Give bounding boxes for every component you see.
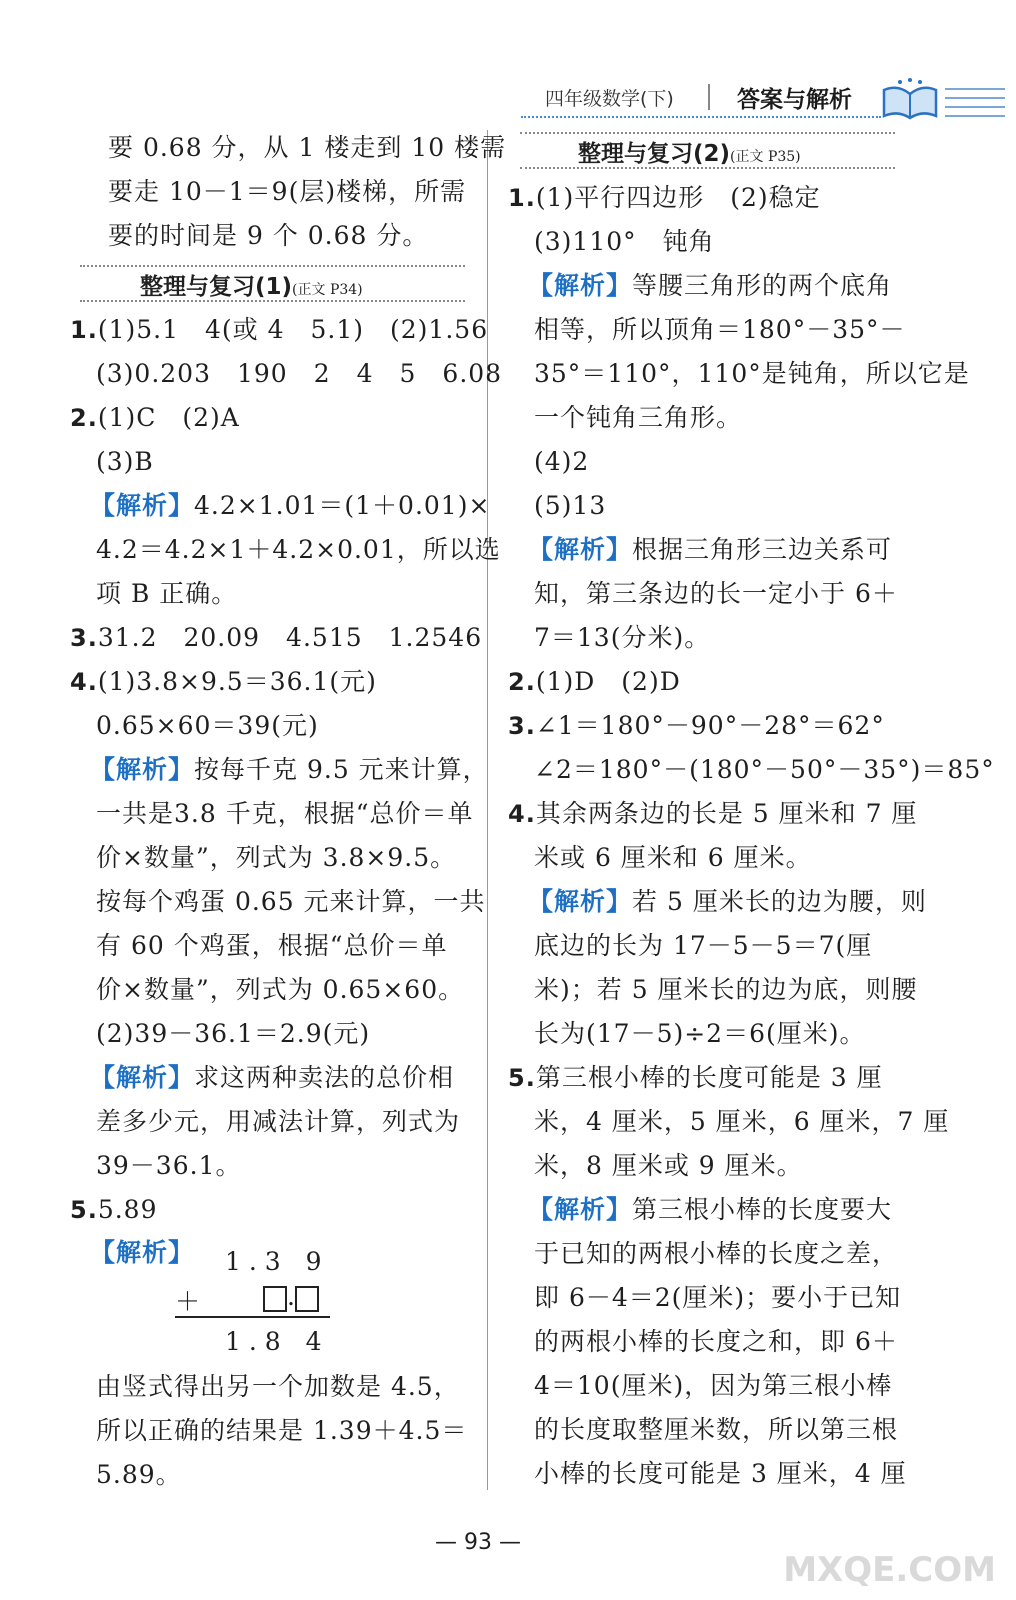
- section-title: 整理与复习(1)(正文 P34): [140, 274, 363, 300]
- answer-line: (4)2: [534, 447, 590, 476]
- analysis-line: 项 B 正确。: [96, 579, 238, 608]
- answer-line: (3)B: [96, 447, 154, 476]
- answer-line: (3)110° 钝角: [534, 227, 715, 256]
- analysis-line: 4＝10(厘米)，因为第三根小棒: [534, 1371, 893, 1400]
- analysis-tag: 【解析】: [90, 1238, 195, 1267]
- analysis-line: 【解析】4.2×1.01＝(1＋0.01)×: [90, 491, 491, 520]
- section-rule: [520, 132, 895, 134]
- answer-line: (3)0.203 190 2 4 5 6.08: [96, 359, 503, 388]
- analysis-line: 有 60 个鸡蛋，根据“总价＝单: [96, 931, 448, 960]
- analysis-line: 35°＝110°，110°是钝角，所以它是: [534, 359, 970, 388]
- answer-line: 3.∠1＝180°－90°－28°＝62°: [508, 711, 885, 740]
- answer-line: 5.第三根小棒的长度可能是 3 厘: [508, 1063, 883, 1092]
- calc-row-1: 1 . 3 9: [225, 1247, 322, 1276]
- answer-line: (2)39－36.1＝2.9(元): [96, 1019, 371, 1048]
- answer-line: 0.65×60＝39(元): [96, 711, 319, 740]
- answer-line: 1.(1)平行四边形 (2)稳定: [508, 183, 821, 212]
- answer-line: 米，8 厘米或 9 厘米。: [534, 1151, 803, 1180]
- analysis-line: 按每个鸡蛋 0.65 元来计算，一共: [96, 887, 486, 916]
- analysis-line: 的长度取整厘米数，所以第三根: [534, 1415, 899, 1444]
- analysis-line: 【解析】按每千克 9.5 元来计算，: [90, 755, 489, 784]
- page-header: [515, 78, 1005, 128]
- analysis-line: 4.2＝4.2×1＋4.2×0.01，所以选: [96, 535, 501, 564]
- answer-line: 5.5.89: [70, 1195, 158, 1224]
- analysis-line: 【解析】根据三角形三边关系可: [528, 535, 893, 564]
- analysis-line: 小棒的长度可能是 3 厘米，4 厘: [534, 1459, 907, 1488]
- blank-box: [295, 1286, 319, 1312]
- vertical-addition: [175, 1242, 335, 1356]
- header-title: 答案与解析: [737, 87, 852, 113]
- watermark: MXQE.COM: [783, 1550, 996, 1590]
- analysis-line: 底边的长为 17－5－5＝7(厘: [534, 931, 873, 960]
- answer-line: 米，4 厘米，5 厘米，6 厘米，7 厘: [534, 1107, 950, 1136]
- answer-line: 4.(1)3.8×9.5＝36.1(元): [70, 667, 377, 696]
- header-dotted-rule: [521, 116, 881, 118]
- section-rule: [80, 300, 465, 302]
- book-subtitle: 四年级数学(下): [545, 88, 674, 110]
- text-line: 要的时间是 9 个 0.68 分。: [108, 221, 429, 250]
- answer-line: 4.其余两条边的长是 5 厘米和 7 厘: [508, 799, 918, 828]
- calc-plus: ＋: [175, 1287, 201, 1316]
- analysis-line: 【解析】等腰三角形的两个底角: [528, 271, 893, 300]
- calc-result: 1 . 8 4: [225, 1327, 322, 1356]
- header-decoration-lines: [945, 88, 1005, 124]
- analysis-line: 39－36.1。: [96, 1151, 242, 1180]
- section-rule: [520, 167, 895, 169]
- analysis-line: 相等，所以顶角＝180°－35°－: [534, 315, 906, 344]
- answer-line: 2.(1)D (2)D: [508, 667, 681, 696]
- analysis-line: 米)；若 5 厘米长的边为底，则腰: [534, 975, 918, 1004]
- answer-line: 3.31.2 20.09 4.515 1.2546: [70, 623, 483, 652]
- page-number: — 93 —: [435, 1530, 521, 1555]
- section-title: 整理与复习(2)(正文 P35): [578, 141, 801, 167]
- analysis-line: 于已知的两根小棒的长度之差，: [534, 1239, 899, 1268]
- analysis-line: 的两根小棒的长度之和，即 6＋: [534, 1327, 898, 1356]
- analysis-line: 一共是3.8 千克，根据“总价＝单: [96, 799, 474, 828]
- text-line: 要走 10－1＝9(层)楼梯，所需: [108, 177, 467, 206]
- answer-line: 2.(1)C (2)A: [70, 403, 240, 432]
- answer-line: (5)13: [534, 491, 607, 520]
- analysis-line: 【解析】若 5 厘米长的边为腰，则: [528, 887, 927, 916]
- analysis-line: 【解析】第三根小棒的长度要大: [528, 1195, 893, 1224]
- calc-row-2: .: [263, 1282, 319, 1312]
- analysis-line: 价×数量”，列式为 3.8×9.5。: [96, 843, 457, 872]
- analysis-line: 所以正确的结果是 1.39＋4.5＝: [96, 1416, 468, 1445]
- answer-line: 1.(1)5.1 4(或 4 5.1) (2)1.56: [70, 315, 489, 344]
- analysis-line: 知，第三条边的长一定小于 6＋: [534, 579, 898, 608]
- calc-rule: [175, 1316, 330, 1318]
- text-line: 要 0.68 分，从 1 楼走到 10 楼需: [108, 133, 507, 162]
- section-rule: [80, 265, 465, 267]
- analysis-line: 7＝13(分米)。: [534, 623, 711, 652]
- blank-box: [263, 1286, 287, 1312]
- analysis-line: 差多少元，用减法计算，列式为: [96, 1107, 461, 1136]
- open-book-icon: [880, 78, 940, 122]
- analysis-line: 由竖式得出另一个加数是 4.5，: [96, 1372, 460, 1401]
- analysis-line: 一个钝角三角形。: [534, 403, 743, 432]
- answer-line: 米或 6 厘米和 6 厘米。: [534, 843, 812, 872]
- analysis-line: 价×数量”，列式为 0.65×60。: [96, 975, 465, 1004]
- analysis-line: 即 6－4＝2(厘米)；要小于已知: [534, 1283, 902, 1312]
- analysis-line: 【解析】求这两种卖法的总价相: [90, 1063, 455, 1092]
- analysis-line: 长为(17－5)÷2＝6(厘米)。: [534, 1019, 866, 1048]
- header-separator: [708, 84, 710, 110]
- answer-line: ∠2＝180°－(180°－50°－35°)＝85°: [534, 755, 995, 784]
- analysis-line: 5.89。: [96, 1460, 182, 1489]
